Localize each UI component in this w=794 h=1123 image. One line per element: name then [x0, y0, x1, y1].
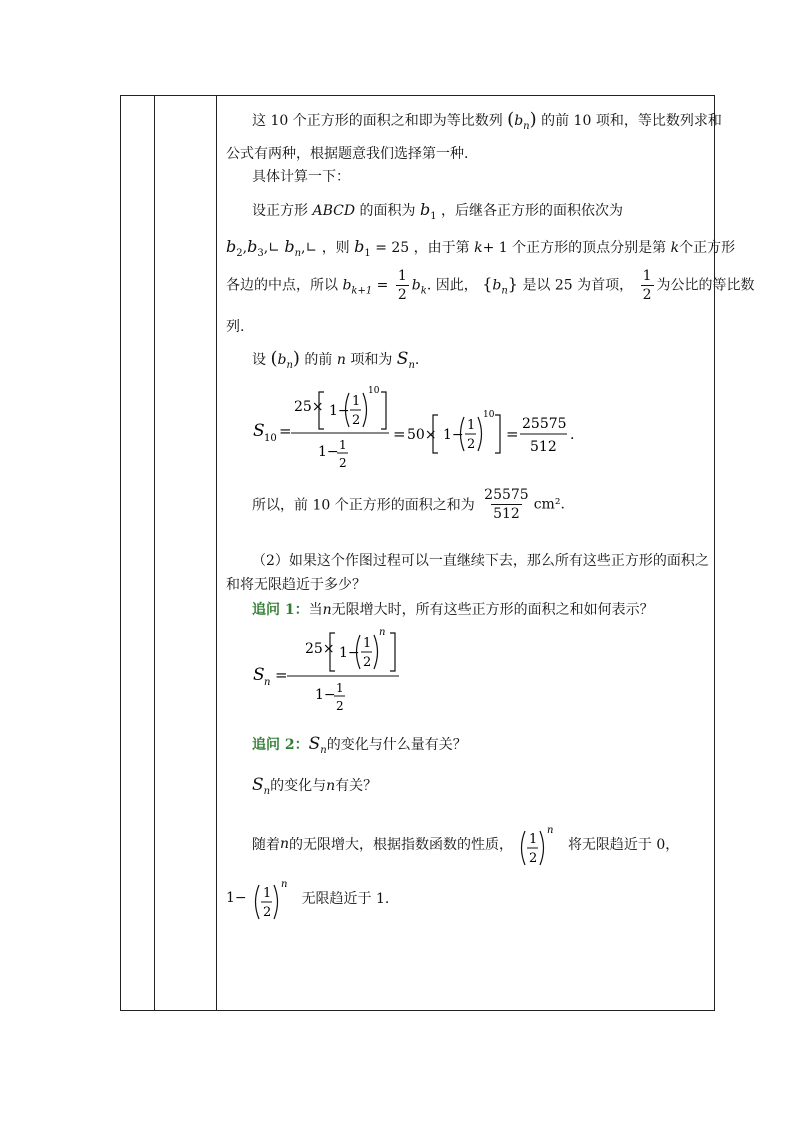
svg-text:S: S: [253, 665, 265, 685]
math: n: [523, 120, 530, 132]
text: 是以 25 为首项，: [522, 277, 634, 294]
paragraph-line: $b_2,b_3,∟$ $b_n,∟$ ，则 $b_1 = 25$ ，由于第 k+ 1 个正方形的顶点分别是第 k个正方形: [226, 237, 736, 259]
paragraph-line: [252, 166, 350, 186]
svg-text:1: 1: [336, 681, 344, 695]
text: ，则: [321, 240, 350, 256]
math: k: [670, 240, 680, 256]
followup-label: 追问 1：: [252, 602, 309, 618]
svg-text:=: =: [506, 425, 519, 443]
text: 个正方形: [679, 240, 736, 256]
followup-question-1: 追问 1：当n无限增大时，所有这些正方形的面积之和如何表示？: [252, 602, 654, 618]
svg-text:1: 1: [263, 886, 272, 901]
paragraph-line: $S_n$的变化与n有关？: [252, 775, 378, 797]
svg-text:1−: 1−: [318, 444, 339, 460]
svg-text:1: 1: [529, 832, 538, 847]
text: 的前 10 项和，等比数列求和: [541, 113, 722, 129]
svg-text:10: 10: [483, 410, 495, 420]
followup-label: 追问 2：: [252, 737, 309, 753]
svg-text:25×: 25×: [305, 641, 335, 657]
svg-text:10: 10: [264, 433, 277, 444]
svg-text:n: n: [264, 677, 271, 688]
svg-text:2: 2: [352, 413, 361, 428]
text: 这 10 个正方形的面积之和即为等比数列: [252, 113, 503, 129]
paragraph-line: 1− 1 2 n 无限趋近于 1.: [226, 875, 389, 921]
svg-text:10: 10: [368, 386, 380, 396]
math: k: [474, 240, 483, 256]
text: 的前: [304, 352, 333, 368]
paragraph-line: [226, 143, 468, 163]
math: n: [326, 778, 336, 794]
svg-text:1: 1: [363, 636, 372, 651]
svg-text:2: 2: [529, 851, 538, 866]
paragraph-line: 各边的中点，所以 $b_{k+1}$ = $\frac{1}{2}$ $b_k$. 因此， $\{b_n\}$ 是以 25 为首项， $\frac{1}{2}$ 为公比的等比数: [226, 268, 755, 303]
svg-text:1: 1: [339, 438, 347, 452]
paragraph-line: 这 10 个正方形的面积之和即为等比数列 $(b_n)$ 的前 10 项和，等比数列求和: [252, 109, 722, 132]
text: 设: [252, 352, 266, 368]
equation-s10: [247, 379, 607, 479]
svg-text:50×: 50×: [407, 427, 437, 443]
paragraph-line: 所以，前 10 个正方形的面积之和为 $\frac{25575}{512}$ cm².: [252, 487, 565, 522]
math: b: [514, 113, 524, 129]
power-expression: [251, 875, 297, 921]
text: ，后继各正方形的面积依次为: [441, 203, 624, 219]
text: 具体计算一下：: [252, 169, 350, 185]
paragraph-line: [226, 316, 244, 336]
svg-text:S: S: [253, 421, 265, 441]
svg-text:25575: 25575: [522, 416, 567, 432]
svg-text:25×: 25×: [294, 399, 324, 415]
svg-text:1: 1: [467, 418, 476, 433]
text: 设正方形: [252, 203, 308, 219]
svg-text:=: =: [393, 425, 406, 443]
table: [120, 95, 755, 1011]
text: 列.: [226, 319, 245, 335]
svg-text:=: =: [275, 666, 288, 684]
column-divider-1: [154, 96, 155, 1010]
power-expression: [517, 821, 563, 867]
svg-text:n: n: [281, 879, 288, 890]
svg-text:1−: 1−: [443, 427, 464, 443]
paragraph-line: [226, 574, 366, 594]
math: n: [322, 602, 332, 618]
paragraph-line: 设正方形 ABCD 的面积为 $b_1$ ，后继各正方形的面积依次为: [252, 200, 624, 222]
svg-text:1: 1: [352, 394, 361, 409]
text: 各边的中点，所以: [226, 277, 338, 294]
svg-text:2: 2: [467, 437, 476, 452]
text: 和将无限趋近于多少？: [226, 577, 366, 593]
text: （2）如果这个作图过程可以一直继续下去，那么所有这些正方形的面积之: [252, 553, 709, 569]
text: + 1 个正方形的顶点分别是第: [482, 240, 667, 256]
svg-text:=: =: [279, 422, 292, 440]
text: 公式有两种，根据题意我们选择第一种.: [226, 146, 469, 162]
text: 项和为: [350, 352, 393, 368]
unit: cm²: [533, 496, 561, 513]
svg-text:n: n: [379, 627, 386, 638]
equation-sn: [247, 619, 447, 719]
text: . 因此，: [426, 277, 478, 294]
svg-text:2: 2: [363, 655, 372, 670]
followup-question-2: 追问 2：$S_n$的变化与什么量有关？: [252, 734, 467, 756]
content-cell: [217, 96, 755, 1010]
math: = 25: [375, 240, 410, 256]
svg-text:.: .: [570, 427, 575, 443]
text: 的面积为: [359, 203, 416, 219]
text: 所以，前 10 个正方形的面积之和为: [252, 497, 475, 514]
math: ABCD: [312, 203, 356, 219]
text: 为公比的等比数: [656, 277, 755, 294]
paragraph-line: [252, 550, 709, 570]
text: ，由于第: [413, 240, 470, 256]
paragraph-line: 设 $(b_n)$ 的前 n 项和为 $S_n$.: [252, 348, 420, 371]
svg-text:1−: 1−: [329, 403, 350, 419]
paragraph-line: 随着n的无限增大，根据指数函数的性质， 1 2 n 将无限趋近于 0，: [252, 821, 679, 867]
svg-text:1−: 1−: [315, 687, 336, 703]
svg-text:1−: 1−: [339, 645, 360, 661]
svg-text:512: 512: [530, 439, 557, 455]
math: n: [336, 352, 346, 368]
svg-text:2: 2: [339, 456, 347, 470]
svg-text:2: 2: [263, 905, 272, 920]
svg-text:2: 2: [336, 699, 344, 713]
svg-text:n: n: [547, 825, 554, 836]
